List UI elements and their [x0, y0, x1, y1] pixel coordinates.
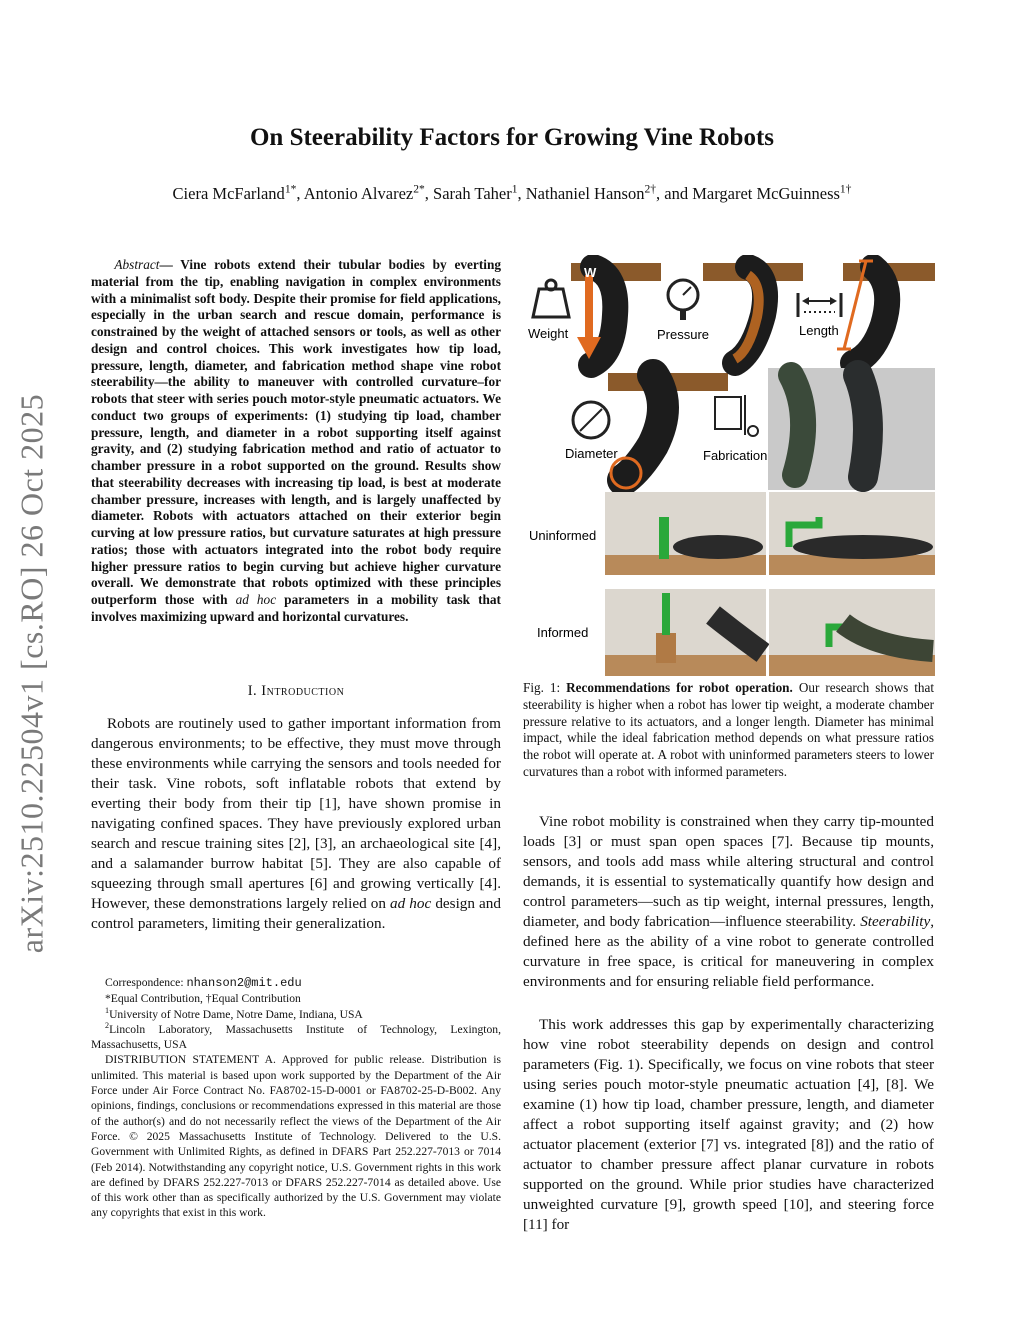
author: Ciera McFarland: [172, 184, 285, 203]
author: Nathaniel Hanson: [525, 184, 645, 203]
informed-photo-2: [769, 589, 935, 676]
abstract-label: Abstract: [114, 257, 160, 272]
abstract: Abstract— Vine robots extend their tubular bodies by everting material from the tip, enabling navigation in complex environments with a minimalist soft body. Despite their promise for field applications, especially in the urban search and rescue domain, performance is constrained by the weight of attached sensors or tools, as well as other design and control choices. This work investigates how tip load, pressure, length, diameter, and fabrication method shape vine robot steerability—the ability to maneuver with controlled curvature–for robots that steer with series pouch motor-style pneumatic actuators. We conduct two groups of experiments: (1) studying tip load, chamber pressure, length, and diameter in a robot supporting itself against gravity, and (2) studying fabrication method and ratio of actuator to chamber pressure in a robot supported on the ground. Results show that steerability decreases with increasing tip load, is best at moderate chamber pressure, increases with length, and is largely unaffected by diameter. Robots with actuators attached on their exterior begin curving at low pressure ratios, but curvature saturates at high pressure ratios; those with actuators integrated into the robot body require higher pressure ratios to begin curving but achieve higher curvature overall. We demonstrate that robots optimized with these principles outperform those with ad hoc parameters in a mobility task that involves maximizing upward and horizontal curvatures.: [91, 257, 501, 624]
correspondence-email[interactable]: nhanson2@mit.edu: [186, 976, 302, 990]
right-paragraph-2: This work addresses this gap by experimentally characterizing how vine robot steerability depends on design and control parameters (Fig. 1). Specifically, we focus on vine robots that steer using series pouch motor-style pneumatic actuation [4], [8]. We examine (1) how tip load, chamber pressure, length, and diameter affect a robot supporting itself against gravity; and (2) how actuator placement (exterior [7] vs. integrated [8]) and the ratio of actuator to chamber pressure affect planar curvature in robots supported on the ground. While prior studies have characterized unweighted curvature [9], growth speed [10], and steering force [11] for: [523, 1016, 934, 1233]
label-weight: Weight: [528, 326, 569, 341]
introduction-paragraph: Robots are routinely used to gather important information from dangerous environments; to be effective, they must move through these environments while carrying the sensors and tools needed for their task. Vine robots, soft inflatable robots that extend by everting their body from their tip [1], have shown promise in navigating confined spaces. They have previously explored urban search and rescue training sites [2], [3], an archaeological site [4], and a salamander burrow habitat [5]. They are also capable of squeezing through small apertures [6] and growing vertically [4]. However, these demonstrations largely relied on ad hoc design and control parameters, limiting their generalization.: [91, 715, 501, 932]
figure-1: [523, 255, 935, 679]
author: Antonio Alvarez: [303, 184, 414, 203]
uninformed-photo-1: [605, 492, 766, 575]
figure-caption: Fig. 1: Recommendations for robot operation. Our research shows that steerability is higher when a robot has lower tip weight, a moderate chamber pressure relative to its actuators, and a longer length. Diameter has minimal impact, while the ideal fabrication method depends on what pressure ratios the robot will operate at. A robot with uninformed parameters steers to lower curvatures than a robot with informed parameters.: [523, 680, 935, 779]
informed-photo-1: [605, 589, 766, 676]
affiliation-1: University of Notre Dame, Notre Dame, Indiana, USA: [109, 1007, 363, 1021]
uninformed-photo-2: [769, 492, 935, 575]
label-informed: Informed: [537, 625, 589, 640]
right-paragraph-1: Vine robot mobility is constrained when they carry tip-mounted loads [3] or must span open spaces [7]. Because tip mounts, sensors, and tools add mass while altering structural and control demands, it is essential to systematically quantify how design and control parameters—such as tip weight, internal pressures, length, diameter, and body fabrication—influence steerability. Steerability, defined here as the ability of a vine robot to generate controlled curvature in free space, is critical for maneuvering in complex environments and for ensuring reliable field performance.: [523, 813, 934, 990]
label-pressure: Pressure: [657, 327, 710, 342]
label-diameter: Diameter: [565, 446, 618, 461]
author-list: Ciera McFarland$^{1*}$, Antonio Alvarez$^{2*}$, Sarah Taher$^1$, Nathaniel Hanson$^{2\dagger}$, and Margaret McGuinness$^{1\dagger}$: [172, 183, 852, 203]
distribution-statement: DISTRIBUTION STATEMENT A. Approved for public release. Distribution is unlimited. This material is based upon work supported by the Department of the Air Force under Air Force Contract No. FA8702-15-D-0001 or FA8702-25-D-B002. Any opinions, findings, conclusions or recommendations expressed in this material are those of the author(s) and do not necessarily reflect the views of the Department of the Air Force. © 2025 Massachusetts Institute of Technology. Delivered to the U.S. Government with Unlimited Rights, as defined in DFARS Part 252.227-7013 or 7014 (Feb 2014). Notwithstanding any copyright notice, U.S. Government rights in this work are defined by DFARS 252.227-7013 or DFARS 252.227-7014 as detailed above. Use of this work other than as specifically authorized by the U.S. Government may violate any copyrights that exist in this work.: [91, 1053, 501, 1220]
author: Sarah Taher: [433, 184, 512, 203]
label-uninformed: Uninformed: [529, 528, 597, 543]
footnotes: Correspondence: nhanson2@mit.edu *Equal Contribution, †Equal Contribution $^1$University of Notre Dame, Notre Dame, Indiana, USA $^2$Lincoln Laboratory, Massachusetts Institute of Technology, Lexington, Massachusetts, USA DISTRIBUTION STATEMENT A. Approved for public release. Distribution is unlimited. This material is based upon work supported by the Department of the Air Force under Air Force Contract No. FA8702-15-D-0001 or FA8702-25-D-B002. Any opinions, findings, conclusions or recommendations expressed in this material are those of the author(s) and do not necessarily reflect the views of the Department of the Air Force. © 2025 Massachusetts Institute of Technology. Delivered to the U.S. Government with Unlimited Rights, as defined in DFARS Part 252.227-7013 or 7014 (Feb 2014). Notwithstanding any copyright notice, U.S. Government rights in this work are defined by DFARS 252.227-7013 or DFARS 252.227-7014 as detailed above. Use of this work other than as specifically authorized by the U.S. Government may violate any copyrights that exist in this work.: [91, 976, 501, 1220]
arxiv-identifier: arXiv:2510.22504v1 [cs.RO] 26 Oct 2025: [13, 393, 50, 954]
affiliation-2: Lincoln Laboratory, Massachusetts Institute of Technology, Lexington, Massachusetts, USA: [91, 1022, 501, 1052]
paper-title: On Steerability Factors for Growing Vine Robots: [249, 124, 775, 151]
weight-symbol: W: [584, 265, 597, 280]
section-heading-introduction: I. Introduction: [247, 683, 345, 699]
label-length: Length: [799, 323, 839, 338]
label-fabrication: Fabrication: [703, 448, 768, 463]
equal-contribution-note: *Equal Contribution, †Equal Contribution: [105, 992, 301, 1006]
author: Margaret McGuinness: [692, 184, 840, 203]
